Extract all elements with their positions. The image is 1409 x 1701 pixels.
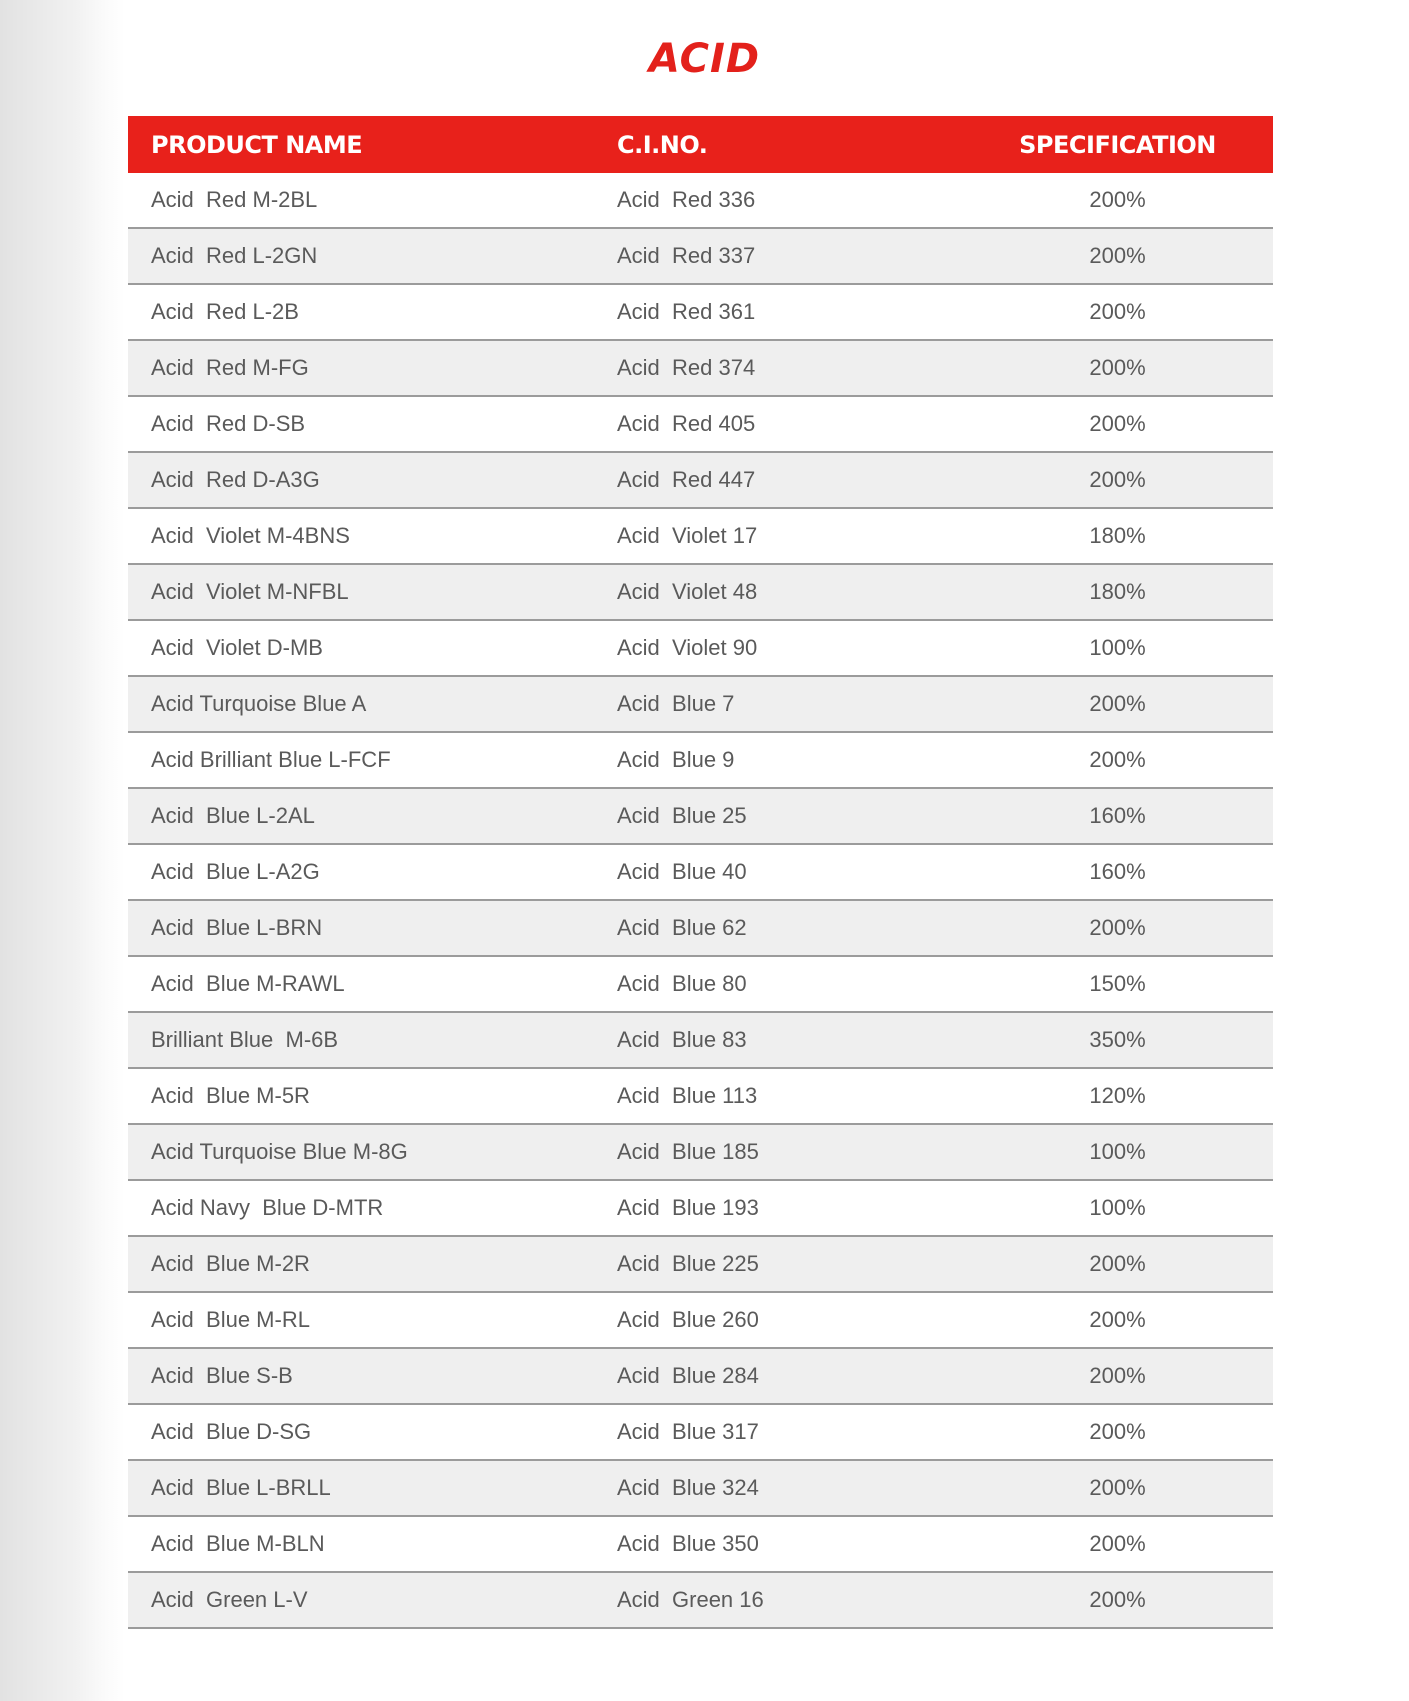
table-row (128, 509, 1273, 565)
specification-cell: 200% (1089, 299, 1146, 324)
table-row (128, 1517, 1273, 1573)
table-row (128, 565, 1273, 621)
specification-cell: 200% (1089, 691, 1146, 716)
ci-no-cell: Acid Red 374 (617, 355, 756, 380)
specification-cell: 200% (1089, 747, 1146, 772)
product-name-cell: Acid Blue M-BLN (151, 1531, 325, 1556)
table-row (128, 1349, 1273, 1405)
table-row (128, 229, 1273, 285)
specification-cell: 200% (1089, 411, 1146, 436)
product-name-cell: Acid Blue L-BRN (151, 915, 323, 940)
specification-cell: 200% (1089, 187, 1146, 212)
table-row (128, 901, 1273, 957)
product-name-cell: Acid Blue L-A2G (151, 859, 320, 884)
ci-no-cell: Acid Blue 284 (617, 1363, 759, 1388)
table-row (128, 1573, 1273, 1629)
specification-cell: 200% (1089, 1475, 1146, 1500)
product-name-cell: Acid Turquoise Blue M-8G (151, 1139, 408, 1164)
table-row (128, 341, 1273, 397)
ci-no-cell: Acid Blue 7 (617, 691, 735, 716)
table-row (128, 1293, 1273, 1349)
product-table (128, 116, 1273, 1629)
ci-no-cell: Acid Blue 80 (617, 971, 747, 996)
product-name-cell: Acid Violet M-NFBL (151, 579, 349, 604)
specification-cell: 200% (1089, 1531, 1146, 1556)
specification-cell: 150% (1089, 971, 1146, 996)
table-row (128, 1013, 1273, 1069)
table-row (128, 1405, 1273, 1461)
product-name-cell: Acid Blue L-2AL (151, 803, 315, 828)
specification-cell: 200% (1089, 355, 1146, 380)
table-row (128, 1069, 1273, 1125)
ci-no-cell: Acid Blue 25 (617, 803, 747, 828)
table-row (128, 453, 1273, 509)
specification-cell: 100% (1089, 635, 1146, 660)
product-name-cell: Acid Red M-2BL (151, 187, 318, 212)
page-title: ACID (648, 36, 761, 82)
table-row (128, 957, 1273, 1013)
specification-cell: 350% (1089, 1027, 1146, 1052)
ci-no-cell: Acid Violet 90 (617, 635, 758, 660)
ci-no-cell: Acid Blue 62 (617, 915, 747, 940)
specification-cell: 180% (1089, 523, 1146, 548)
table-body (128, 173, 1273, 1629)
product-name-cell: Acid Red D-SB (151, 411, 306, 436)
header-ci-no: C.I.NO. (617, 130, 708, 159)
table-row (128, 621, 1273, 677)
product-name-cell: Acid Blue S-B (151, 1363, 293, 1388)
product-name-cell: Acid Blue L-BRLL (151, 1475, 331, 1500)
specification-cell: 200% (1089, 1419, 1146, 1444)
ci-no-cell: Acid Blue 185 (617, 1139, 759, 1164)
product-name-cell: Acid Red L-2B (151, 299, 299, 324)
specification-cell: 200% (1089, 1251, 1146, 1276)
table-row (128, 173, 1273, 229)
specification-cell: 180% (1089, 579, 1146, 604)
specification-cell: 120% (1089, 1083, 1146, 1108)
ci-no-cell: Acid Blue 324 (617, 1475, 759, 1500)
specification-cell: 200% (1089, 1587, 1146, 1612)
specification-cell: 160% (1089, 859, 1146, 884)
product-name-cell: Acid Red L-2GN (151, 243, 318, 268)
product-name-cell: Acid Blue M-2R (151, 1251, 310, 1276)
ci-no-cell: Acid Blue 193 (617, 1195, 759, 1220)
specification-cell: 200% (1089, 1363, 1146, 1388)
product-name-cell: Acid Violet D-MB (151, 635, 323, 660)
ci-no-cell: Acid Blue 350 (617, 1531, 759, 1556)
header-specification: SPECIFICATION (1019, 130, 1216, 159)
product-name-cell: Acid Violet M-4BNS (151, 523, 350, 548)
product-name-cell: Acid Blue M-5R (151, 1083, 310, 1108)
product-name-cell: Acid Navy Blue D-MTR (151, 1195, 384, 1220)
product-name-cell: Acid Blue M-RL (151, 1307, 310, 1332)
table-row (128, 1237, 1273, 1293)
ci-no-cell: Acid Red 336 (617, 187, 756, 212)
table-row (128, 1125, 1273, 1181)
ci-no-cell: Acid Blue 260 (617, 1307, 759, 1332)
specification-cell: 200% (1089, 1307, 1146, 1332)
ci-no-cell: Acid Violet 48 (617, 579, 758, 604)
specification-cell: 100% (1089, 1195, 1146, 1220)
product-name-cell: Acid Blue M-RAWL (151, 971, 345, 996)
header-product-name: PRODUCT NAME (151, 130, 363, 159)
table-row (128, 1461, 1273, 1517)
table-row (128, 677, 1273, 733)
ci-no-cell: Acid Blue 83 (617, 1027, 747, 1052)
table-row (128, 733, 1273, 789)
product-name-cell: Acid Red M-FG (151, 355, 309, 380)
table-header (128, 116, 1273, 173)
ci-no-cell: Acid Red 337 (617, 243, 756, 268)
ci-no-cell: Acid Blue 317 (617, 1419, 759, 1444)
specification-cell: 200% (1089, 467, 1146, 492)
product-name-cell: Acid Green L-V (151, 1587, 308, 1612)
product-name-cell: Acid Blue D-SG (151, 1419, 312, 1444)
ci-no-cell: Acid Red 447 (617, 467, 756, 492)
product-name-cell: Brilliant Blue M-6B (151, 1027, 339, 1052)
specification-cell: 200% (1089, 915, 1146, 940)
page-edge-shadow (0, 0, 125, 1701)
ci-no-cell: Acid Blue 113 (617, 1083, 758, 1108)
ci-no-cell: Acid Blue 40 (617, 859, 747, 884)
ci-no-cell: Acid Blue 225 (617, 1251, 759, 1276)
ci-no-cell: Acid Blue 9 (617, 747, 735, 772)
ci-no-cell: Acid Red 361 (617, 299, 756, 324)
ci-no-cell: Acid Green 16 (617, 1587, 764, 1612)
product-name-cell: Acid Red D-A3G (151, 467, 320, 492)
product-name-cell: Acid Turquoise Blue A (151, 691, 367, 716)
specification-cell: 100% (1089, 1139, 1146, 1164)
ci-no-cell: Acid Violet 17 (617, 523, 758, 548)
ci-no-cell: Acid Red 405 (617, 411, 756, 436)
table-row (128, 845, 1273, 901)
table-row (128, 1181, 1273, 1237)
specification-cell: 160% (1089, 803, 1146, 828)
product-name-cell: Acid Brilliant Blue L-FCF (151, 747, 391, 772)
table-row (128, 789, 1273, 845)
specification-cell: 200% (1089, 243, 1146, 268)
table-row (128, 397, 1273, 453)
table-row (128, 285, 1273, 341)
